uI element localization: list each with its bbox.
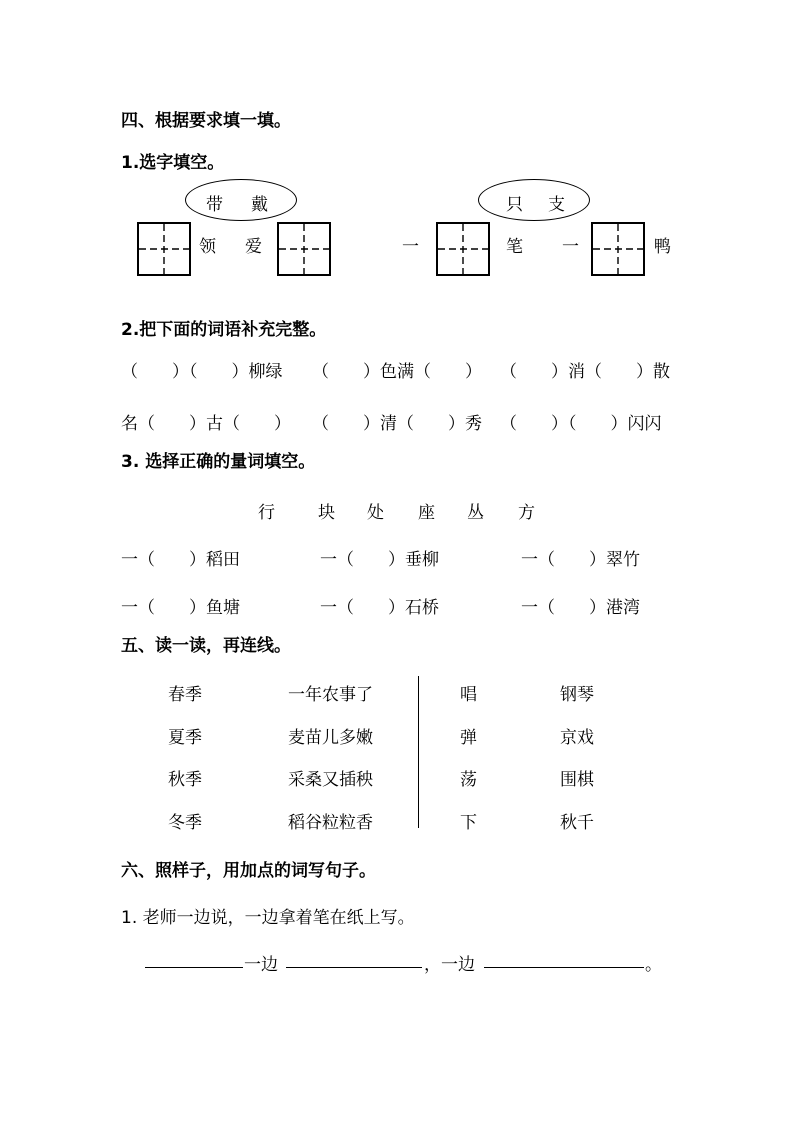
grid-text-yi-2: 一	[562, 237, 579, 257]
measure-word-option: 丛	[467, 503, 484, 523]
section-5-title: 五、读一读，再连线。	[121, 636, 291, 656]
answer-blank-2[interactable]	[286, 967, 422, 968]
verb-item[interactable]: 唱	[460, 685, 477, 705]
fill-blank-phrase[interactable]: （ ）（ ）闪闪	[500, 414, 662, 434]
sentence-part-yibian: 一边	[244, 955, 278, 975]
measure-word-blank[interactable]: 一（ ）翠竹	[521, 550, 640, 570]
answer-blank-3[interactable]	[484, 967, 644, 968]
verb-item[interactable]: 荡	[460, 770, 477, 790]
grid-text-yi-1: 一	[402, 237, 419, 257]
object-item[interactable]: 围棋	[560, 770, 594, 790]
phrase-item[interactable]: 麦苗儿多嫩	[288, 728, 373, 748]
fill-blank-phrase[interactable]: （ ）清（ ）秀	[312, 414, 482, 434]
writing-grid-box[interactable]	[277, 222, 331, 276]
phrase-item[interactable]: 稻谷粒粒香	[288, 813, 373, 833]
verb-item[interactable]: 下	[460, 813, 477, 833]
question-2-title: 2.把下面的词语补充完整。	[121, 320, 327, 340]
season-item[interactable]: 秋季	[168, 770, 202, 790]
season-item[interactable]: 夏季	[168, 728, 202, 748]
measure-word-blank[interactable]: 一（ ）稻田	[121, 550, 240, 570]
section-4-title: 四、根据要求填一填。	[121, 111, 291, 131]
writing-grid-box[interactable]	[591, 222, 645, 276]
grid-text-ai: 爱	[245, 237, 262, 257]
phrase-item[interactable]: 采桑又插秧	[288, 770, 373, 790]
measure-word-option: 座	[418, 503, 435, 523]
measure-word-blank[interactable]: 一（ ）鱼塘	[121, 598, 240, 618]
grid-text-ya: 鸭	[654, 237, 671, 257]
answer-blank-1[interactable]	[145, 967, 243, 968]
oval-1-option-1: 带	[206, 195, 223, 215]
sentence-end-period: 。	[645, 955, 662, 975]
sentence-part-yibian-2: ，一边	[424, 955, 475, 975]
option-oval-2	[478, 179, 590, 221]
object-item[interactable]: 秋千	[560, 813, 594, 833]
divider-line	[418, 676, 419, 828]
season-item[interactable]: 春季	[168, 685, 202, 705]
object-item[interactable]: 钢琴	[560, 685, 594, 705]
question-3-title: 3. 选择正确的量词填空。	[121, 452, 316, 472]
section-6-title: 六、照样子，用加点的词写句子。	[121, 861, 376, 881]
fill-blank-phrase[interactable]: （ ）消（ ）散	[500, 362, 670, 382]
measure-word-blank[interactable]: 一（ ）港湾	[521, 598, 640, 618]
oval-2-option-1: 只	[506, 195, 523, 215]
writing-grid-box[interactable]	[436, 222, 490, 276]
phrase-item[interactable]: 一年农事了	[288, 685, 373, 705]
oval-1-option-2: 戴	[251, 195, 268, 215]
grid-text-ling: 领	[199, 237, 216, 257]
measure-word-blank[interactable]: 一（ ）石桥	[320, 598, 439, 618]
verb-item[interactable]: 弹	[460, 728, 477, 748]
measure-word-option: 处	[367, 503, 384, 523]
writing-grid-box[interactable]	[137, 222, 191, 276]
season-item[interactable]: 冬季	[168, 813, 202, 833]
fill-blank-phrase[interactable]: 名（ ）古（ ）	[121, 414, 291, 434]
oval-2-option-2: 支	[548, 195, 565, 215]
measure-word-option: 方	[518, 503, 535, 523]
measure-word-option: 块	[318, 503, 335, 523]
fill-blank-phrase[interactable]: （ ）色满（ ）	[312, 362, 482, 382]
object-item[interactable]: 京戏	[560, 728, 594, 748]
measure-word-blank[interactable]: 一（ ）垂柳	[320, 550, 439, 570]
question-1-title: 1.选字填空。	[121, 153, 225, 173]
grid-text-bi: 笔	[506, 237, 523, 257]
measure-word-option: 行	[258, 503, 275, 523]
fill-blank-phrase[interactable]: （ ）（ ）柳绿	[121, 362, 283, 382]
example-sentence: 1. 老师一边说，一边拿着笔在纸上写。	[121, 908, 415, 928]
option-oval-1	[185, 179, 297, 221]
